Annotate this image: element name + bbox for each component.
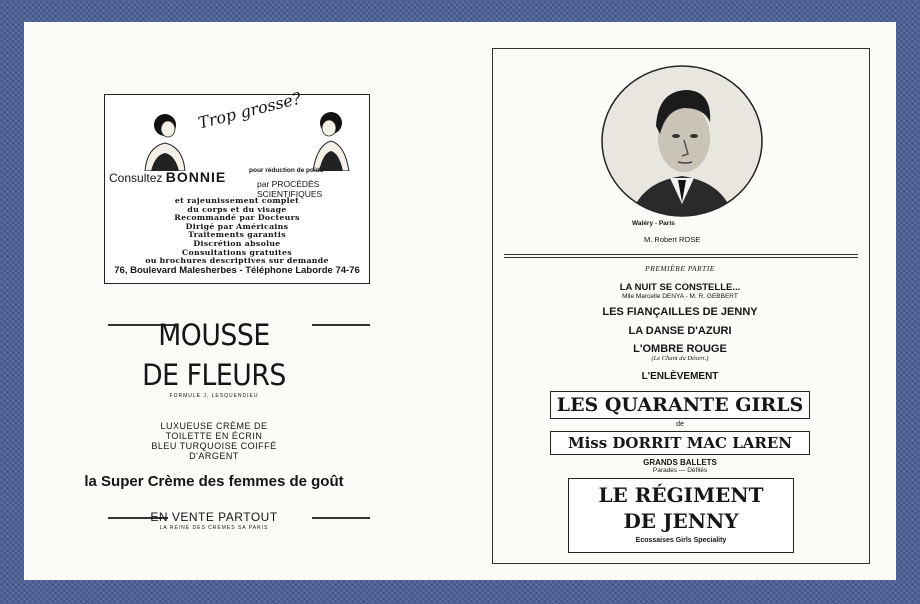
consultez-line — [109, 169, 226, 185]
mousse-title-line2: DE FLEURS — [142, 358, 286, 392]
mousse-desc-line: LUXUEUSE CRÈME DE — [160, 421, 268, 431]
act-subtitle: Mlle Marcelle DENYA - M. R. GEBBERT — [622, 293, 738, 300]
section-divider — [504, 254, 858, 258]
woman-right-illustration — [301, 107, 361, 171]
mousse-description — [24, 421, 404, 461]
mousse-tagline: la Super Crème des femmes de goût — [84, 473, 344, 490]
mousse-desc-line: D'ARGENT — [189, 451, 239, 461]
act-subtitle: (Le Chant du Désert.) — [651, 355, 709, 362]
parades-defiles: Parades — Défilés — [652, 467, 708, 474]
dorrit-box: Miss DORRIT MAC LAREN — [550, 431, 810, 455]
consultez-label: Consultez — [109, 171, 163, 185]
ad-line: Dirigé par Américains — [185, 221, 289, 231]
quarante-girls-box: LES QUARANTE GIRLS — [550, 391, 810, 419]
pour-line: pour réduction de poids — [249, 167, 324, 174]
regiment-line2: DE JENNY — [623, 509, 739, 533]
photo-credit: Waléry - Paris — [632, 220, 675, 227]
ad-line: du corps et du visage — [187, 204, 287, 214]
portrait-photo — [600, 64, 764, 218]
portrait-name: M. Robert ROSE — [644, 235, 701, 244]
brand-name: BONNIE — [165, 169, 227, 185]
ad-headline: Trop grosse? — [196, 88, 304, 133]
mousse-vente: EN VENTE PARTOUT — [150, 510, 278, 524]
woman-left-illustration — [135, 107, 195, 171]
procedes-line: par PROCÉDÉS SCIENTIFIQUES — [257, 179, 323, 199]
act-title: LA NUIT SE CONSTELLE... — [619, 282, 741, 293]
ad-line: Discrétion absolue — [193, 238, 281, 248]
ad-line: Consultations gratuites — [182, 247, 292, 257]
bonnie-advertisement — [104, 88, 370, 284]
ad-address: 76, Boulevard Malesherbes - Téléphone Laborde 74-76 — [114, 265, 360, 276]
act-title: L'OMBRE ROUGE — [633, 343, 727, 355]
program-sheet — [24, 22, 896, 580]
grands-ballets: GRANDS BALLETS — [643, 458, 717, 467]
act-title: LES FIANÇAILLES DE JENNY — [602, 306, 758, 318]
mousse-formule: FORMULE J. LESQUENDIEU — [169, 393, 259, 399]
section-title: PREMIÈRE PARTIE — [645, 264, 715, 273]
ecossaises-line: Ecossaises Girls Speciality — [635, 537, 727, 544]
mousse-desc-line: BLEU TURQUOISE COIFFÉ — [151, 441, 277, 451]
ad-line: Recommandé par Docteurs — [174, 213, 300, 223]
act-title: L'ENLÈVEMENT — [641, 371, 719, 382]
mousse-title-line1: MOUSSE — [158, 318, 270, 352]
mousse-reine: LA REINE DES CRÈMES SA PARIS — [159, 525, 269, 531]
mousse-desc-line: TOILETTE EN ÉCRIN — [165, 431, 263, 441]
ad-line: et rajeunissement complet — [174, 196, 300, 205]
regiment-line1: LE RÉGIMENT — [598, 483, 764, 507]
ad-line: ou brochures descriptives sur demande — [145, 256, 329, 266]
act-title: LA DANSE D'AZURI — [628, 325, 732, 337]
de-label: de — [676, 421, 684, 428]
ad-body-lines — [105, 197, 369, 266]
ad-line: Traitements garantis — [188, 230, 286, 240]
regiment-box — [568, 478, 794, 553]
